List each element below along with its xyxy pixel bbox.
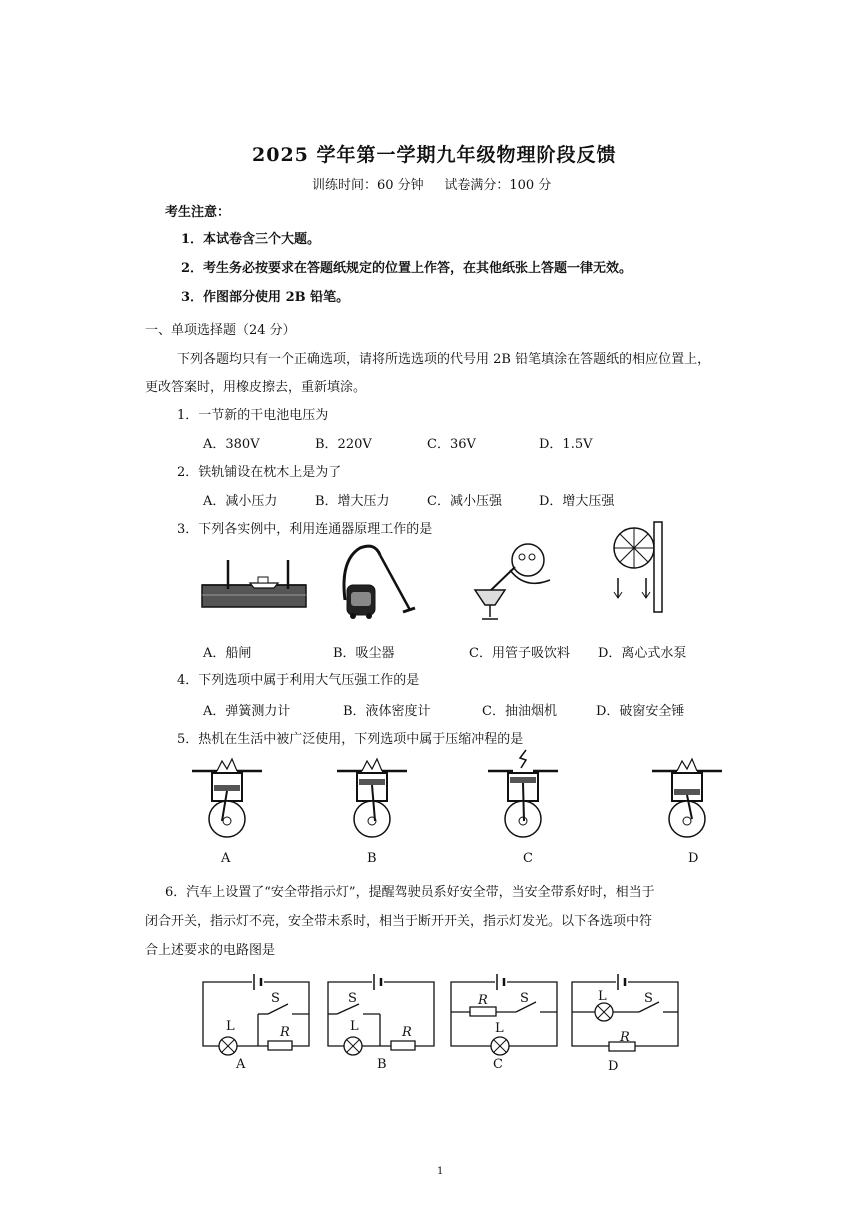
notice-item: 2．考生务必按要求在答题纸规定的位置上作答，在其他纸张上答题一律无效。 (181, 261, 633, 276)
resistor-label: R (620, 1030, 630, 1045)
figure-label: B (367, 851, 377, 866)
option: C．抽油烟机 (482, 704, 557, 719)
figure-label: C (523, 851, 533, 866)
straw-drinking-figure (470, 535, 560, 625)
page-number: 1 (437, 1166, 444, 1177)
option: B．220V (315, 437, 372, 452)
figure-label: A (221, 851, 231, 866)
lamp-label: L (226, 1019, 235, 1034)
vacuum-cleaner-figure (335, 540, 415, 620)
switch-label: S (520, 991, 529, 1006)
figure-label: A (236, 1057, 246, 1072)
question-stem: 2．铁轨铺设在枕木上是为了 (177, 465, 342, 480)
figure-label: D (688, 851, 699, 866)
option: D．离心式水泵 (598, 646, 687, 661)
switch-label: S (271, 991, 280, 1006)
page-title: 2025 学年第一学期九年级物理阶段反馈 (252, 144, 617, 166)
section-instruction: 下列各题均只有一个正确选项，请将所选选项的代号用 2B 铅笔填涂在答题纸的相应位置上， (177, 352, 711, 367)
question-stem: 6．汽车上设置了“安全带指示灯”，提醒驾驶员系好安全带，当安全带系好时，相当于 (165, 885, 655, 900)
option: A．减小压力 (203, 494, 278, 509)
engine-stroke-figure-b (337, 757, 407, 847)
figure-label: B (377, 1057, 387, 1072)
option: A．船闸 (203, 646, 252, 661)
question-stem: 1．一节新的干电池电压为 (177, 408, 329, 423)
notice-item: 1．本试卷含三个大题。 (181, 232, 321, 247)
centrifugal-pump-figure (612, 518, 672, 618)
option: B．吸尘器 (333, 646, 395, 661)
lamp-label: L (598, 989, 607, 1004)
option: D．1.5V (539, 437, 593, 452)
ship-lock-figure (200, 555, 310, 615)
option: B．增大压力 (315, 494, 390, 509)
question-stem: 5．热机在生活中被广泛使用，下列选项中属于压缩冲程的是 (177, 732, 524, 747)
lamp-label: L (350, 1019, 359, 1034)
resistor-label: R (280, 1025, 290, 1040)
question-stem: 3．下列各实例中，利用连通器原理工作的是 (177, 522, 433, 537)
option: C．减小压强 (427, 494, 502, 509)
notice-item: 3．作图部分使用 2B 铅笔。 (181, 290, 350, 305)
option: D．破窗安全锤 (596, 704, 685, 719)
option: C．用管子吸饮料 (469, 646, 570, 661)
figure-label: C (493, 1057, 503, 1072)
circuit-diagram-d (569, 970, 681, 1060)
option: A．380V (203, 437, 260, 452)
question-stem: 合上述要求的电路图是 (145, 943, 276, 958)
question-stem: 4．下列选项中属于利用大气压强工作的是 (177, 673, 420, 688)
page-subtitle: 训练时间：60 分钟 试卷满分：100 分 (312, 178, 552, 193)
circuit-diagram-c (448, 970, 560, 1060)
resistor-label: R (478, 993, 488, 1008)
switch-label: S (644, 991, 653, 1006)
option: B．液体密度计 (343, 704, 431, 719)
question-stem: 闭合开关，指示灯不亮，安全带未系时，相当于断开开关，指示灯发光。以下各选项中符 (145, 914, 653, 929)
option: D．增大压强 (539, 494, 615, 509)
circuit-diagram-b (325, 970, 437, 1060)
section-instruction: 更改答案时，用橡皮擦去，重新填涂。 (145, 380, 367, 395)
figure-label: D (608, 1059, 619, 1074)
resistor-label: R (402, 1025, 412, 1040)
engine-stroke-figure-c (488, 750, 558, 847)
switch-label: S (348, 991, 357, 1006)
option: C．36V (427, 437, 476, 452)
engine-stroke-figure-a (192, 757, 262, 847)
notice-heading: 考生注意： (165, 205, 231, 220)
circuit-diagram-a (200, 970, 312, 1060)
lamp-label: L (495, 1021, 504, 1036)
engine-stroke-figure-d (652, 757, 722, 847)
section-heading: 一、单项选择题（24 分） (145, 323, 296, 338)
option: A．弹簧测力计 (203, 704, 291, 719)
